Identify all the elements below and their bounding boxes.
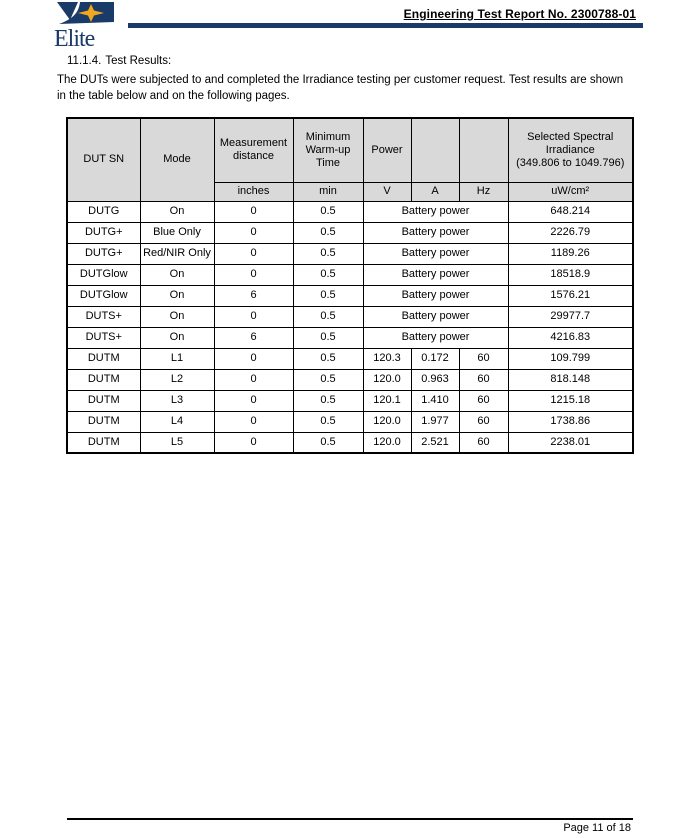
mode-cell: On — [140, 306, 214, 327]
mode-cell: Blue Only — [140, 222, 214, 243]
voltage-cell: 120.1 — [363, 390, 411, 411]
voltage-cell: 120.0 — [363, 369, 411, 390]
dut-sn-cell: DUTM — [67, 369, 140, 390]
mode-cell: On — [140, 264, 214, 285]
table-row — [67, 432, 633, 453]
mode-cell: Red/NIR Only — [140, 243, 214, 264]
dut-sn-cell: DUTG — [67, 201, 140, 222]
frequency-cell: 60 — [459, 390, 508, 411]
table-row — [67, 222, 633, 243]
distance-cell: 6 — [214, 285, 293, 306]
dut-sn-cell: DUTGlow — [67, 285, 140, 306]
dut-sn-cell: DUTM — [67, 432, 140, 453]
distance-cell: 0 — [214, 411, 293, 432]
warmup-cell: 0.5 — [293, 369, 363, 390]
unit-hz: Hz — [459, 182, 508, 201]
body-paragraph: The DUTs were subjected to and completed the Irradiance testing per customer request. Test results are shown in the table below and on the following pages. — [57, 74, 624, 102]
irradiance-cell: 1738.86 — [508, 411, 633, 432]
table-row — [67, 327, 633, 348]
mode-cell: L2 — [140, 369, 214, 390]
table-row — [67, 306, 633, 327]
warmup-cell: 0.5 — [293, 243, 363, 264]
table-row — [67, 285, 633, 306]
mode-cell: On — [140, 327, 214, 348]
irradiance-cell: 29977.7 — [508, 306, 633, 327]
unit-min: min — [293, 182, 363, 201]
table-row — [67, 243, 633, 264]
current-cell: 1.977 — [411, 411, 459, 432]
distance-cell: 0 — [214, 243, 293, 264]
unit-inches: inches — [214, 182, 293, 201]
mode-cell: On — [140, 285, 214, 306]
table-row — [67, 390, 633, 411]
unit-amps: A — [411, 182, 459, 201]
irradiance-cell: 4216.83 — [508, 327, 633, 348]
distance-cell: 0 — [214, 201, 293, 222]
irradiance-cell: 818.148 — [508, 369, 633, 390]
table-row — [67, 411, 633, 432]
mode-cell: L4 — [140, 411, 214, 432]
dut-sn-cell: DUTM — [67, 390, 140, 411]
power-cell: Battery power — [363, 222, 508, 243]
dut-sn-cell: DUTG+ — [67, 222, 140, 243]
irradiance-cell: 2226.79 — [508, 222, 633, 243]
dut-sn-cell: DUTM — [67, 348, 140, 369]
distance-cell: 0 — [214, 369, 293, 390]
power-cell: Battery power — [363, 201, 508, 222]
power-cell: Battery power — [363, 243, 508, 264]
mode-cell: L3 — [140, 390, 214, 411]
results-table — [66, 117, 634, 454]
dut-sn-cell: DUTS+ — [67, 306, 140, 327]
distance-cell: 0 — [214, 306, 293, 327]
report-title: Engineering Test Report No. 2300788-01 — [403, 7, 636, 21]
current-cell: 1.410 — [411, 390, 459, 411]
dut-sn-cell: DUTGlow — [67, 264, 140, 285]
warmup-cell: 0.5 — [293, 285, 363, 306]
power-cell: Battery power — [363, 327, 508, 348]
warmup-cell: 0.5 — [293, 201, 363, 222]
mode-cell: L5 — [140, 432, 214, 453]
distance-cell: 0 — [214, 222, 293, 243]
power-cell: Battery power — [363, 264, 508, 285]
warmup-cell: 0.5 — [293, 264, 363, 285]
warmup-cell: 0.5 — [293, 348, 363, 369]
dut-sn-cell: DUTS+ — [67, 327, 140, 348]
unit-irradiance: uW/cm² — [508, 182, 633, 201]
irradiance-cell: 109.799 — [508, 348, 633, 369]
col-header-blank-current — [411, 118, 459, 182]
col-header-distance: Measurement distance — [214, 118, 293, 182]
col-header-power: Power — [363, 118, 411, 182]
irradiance-range: (349.806 to 1049.796) — [516, 156, 625, 169]
frequency-cell: 60 — [459, 411, 508, 432]
col-header-dut-sn: DUT SN — [67, 118, 140, 201]
irradiance-cell: 1576.21 — [508, 285, 633, 306]
dut-sn-cell: DUTM — [67, 411, 140, 432]
warmup-cell: 0.5 — [293, 222, 363, 243]
dut-sn-cell: DUTG+ — [67, 243, 140, 264]
elite-logo — [54, 2, 116, 48]
distance-cell: 0 — [214, 390, 293, 411]
irradiance-cell: 648.214 — [508, 201, 633, 222]
table-row — [67, 201, 633, 222]
voltage-cell: 120.0 — [363, 432, 411, 453]
current-cell: 0.963 — [411, 369, 459, 390]
col-header-warmup: Minimum Warm-up Time — [293, 118, 363, 182]
irradiance-cell: 18518.9 — [508, 264, 633, 285]
distance-cell: 6 — [214, 327, 293, 348]
warmup-cell: 0.5 — [293, 306, 363, 327]
voltage-cell: 120.3 — [363, 348, 411, 369]
distance-cell: 0 — [214, 432, 293, 453]
section-heading: 11.1.4. Test Results: — [67, 55, 172, 67]
unit-volts: V — [363, 182, 411, 201]
mode-cell: On — [140, 201, 214, 222]
logo-text: Elite — [54, 26, 95, 48]
col-header-irradiance — [508, 118, 633, 182]
page-number: Page 11 of 18 — [563, 822, 631, 834]
warmup-cell: 0.5 — [293, 432, 363, 453]
frequency-cell: 60 — [459, 348, 508, 369]
distance-cell: 0 — [214, 264, 293, 285]
col-header-blank-frequency — [459, 118, 508, 182]
irradiance-title: Selected Spectral Irradiance — [527, 130, 614, 156]
irradiance-cell: 1189.26 — [508, 243, 633, 264]
elite-logo-graphic — [54, 2, 116, 48]
voltage-cell: 120.0 — [363, 411, 411, 432]
table-row — [67, 369, 633, 390]
frequency-cell: 60 — [459, 369, 508, 390]
table-header-row — [67, 118, 633, 182]
distance-cell: 0 — [214, 348, 293, 369]
current-cell: 0.172 — [411, 348, 459, 369]
current-cell: 2.521 — [411, 432, 459, 453]
table-row — [67, 348, 633, 369]
irradiance-cell: 2238.01 — [508, 432, 633, 453]
warmup-cell: 0.5 — [293, 411, 363, 432]
warmup-cell: 0.5 — [293, 327, 363, 348]
footer-rule — [67, 818, 633, 820]
power-cell: Battery power — [363, 306, 508, 327]
col-header-mode: Mode — [140, 118, 214, 201]
header-rule — [128, 23, 643, 28]
irradiance-cell: 1215.18 — [508, 390, 633, 411]
results-tbody — [67, 201, 633, 453]
warmup-cell: 0.5 — [293, 390, 363, 411]
frequency-cell: 60 — [459, 432, 508, 453]
power-cell: Battery power — [363, 285, 508, 306]
mode-cell: L1 — [140, 348, 214, 369]
table-row — [67, 264, 633, 285]
